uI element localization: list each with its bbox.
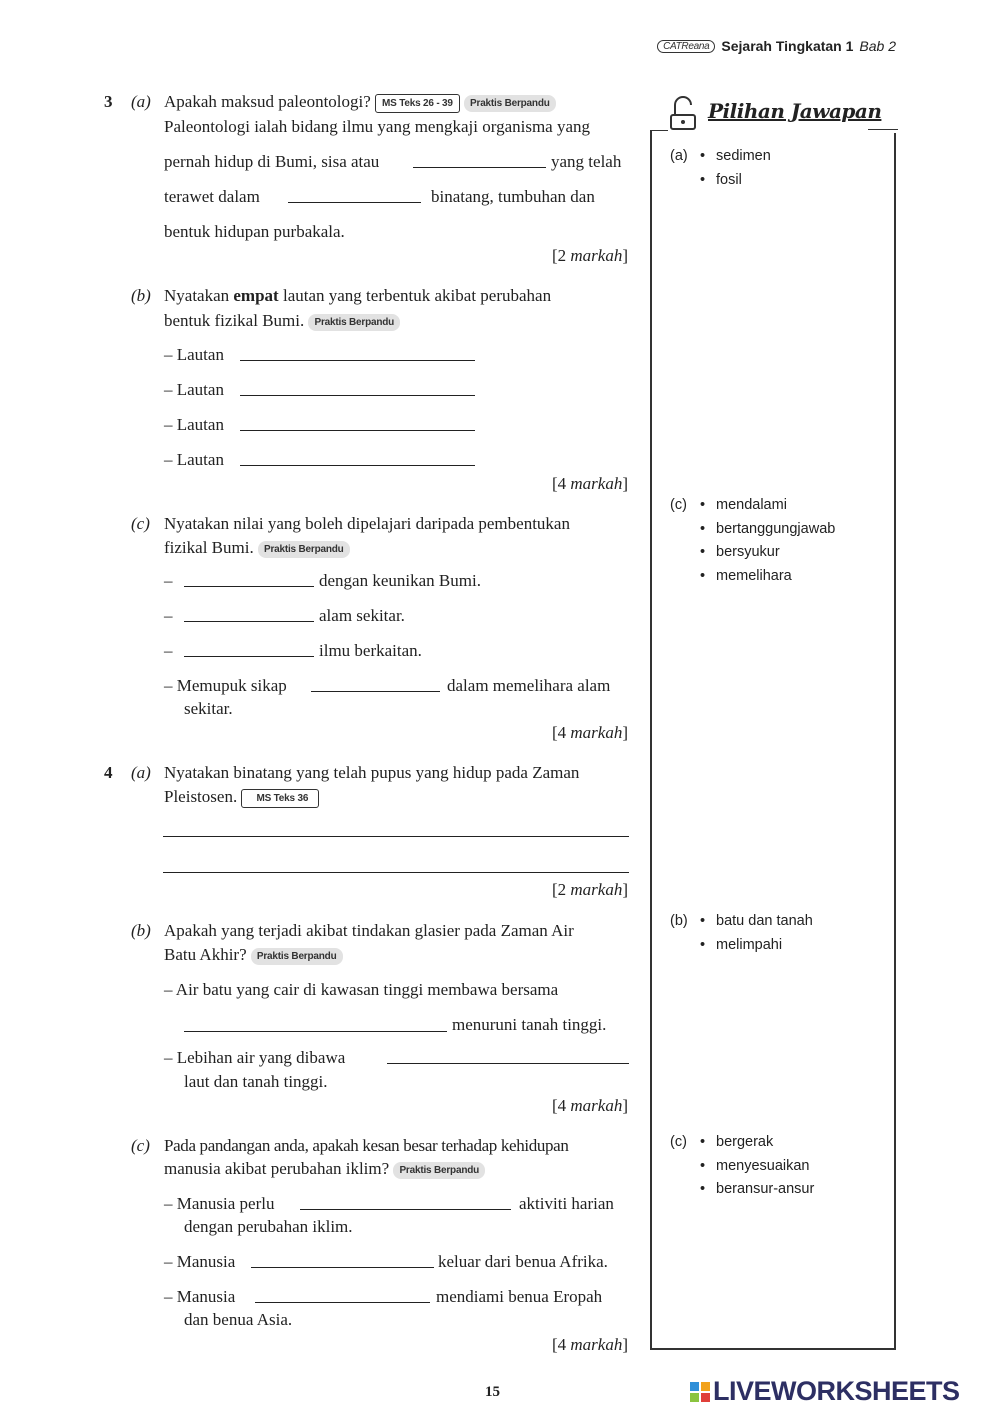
marks-label: [2 markah]	[551, 880, 628, 899]
choice-group-c: (c) • bergerak • menyesuaikan • beransur-ansur	[670, 1134, 815, 1197]
question-text: Nyatakan empat lautan yang terbentuk akibat perubahan	[164, 286, 552, 305]
choice-group-c: (c) • mendalami • bertanggungjawab • bersyukur • memelihara	[670, 497, 836, 584]
list-item: – Manusia	[164, 1287, 236, 1306]
part-label: (c)	[131, 514, 150, 533]
blank-line[interactable]	[240, 465, 475, 466]
part-label: (b)	[131, 921, 151, 940]
ms-teks-badge: MS Teks 26 - 39	[375, 94, 460, 113]
list-dash: –	[164, 606, 173, 625]
list-item: aktiviti harian	[519, 1194, 614, 1213]
question-text: manusia akibat perubahan iklim? Praktis Berpandu	[164, 1159, 485, 1179]
question-3a-text: Apakah maksud paleontologi?	[164, 92, 371, 111]
praktis-berpandu-badge: Praktis Berpandu	[393, 1162, 485, 1179]
page-number: 15	[485, 1384, 500, 1400]
question-text: fizikal Bumi. Praktis Berpandu	[164, 538, 350, 558]
answer-sentence: binatang, tumbuhan dan	[431, 187, 595, 206]
liveworksheets-icon	[690, 1382, 710, 1402]
marks-label: [4 markah]	[551, 474, 628, 493]
page-header	[657, 38, 896, 54]
list-item: – Lautan	[164, 345, 224, 364]
marks-label: [4 markah]	[551, 723, 628, 742]
liveworksheets-logo	[690, 1376, 960, 1407]
blank-line[interactable]	[184, 656, 314, 657]
list-item: sekitar.	[184, 699, 233, 718]
list-dash: –	[164, 571, 173, 590]
list-item: – Manusia perlu	[164, 1194, 275, 1213]
list-item: laut dan tanah tinggi.	[184, 1072, 328, 1091]
answer-line[interactable]	[163, 872, 629, 873]
answer-choices-title: Pilihan Jawapan	[708, 99, 882, 123]
praktis-berpandu-badge: Praktis Berpandu	[251, 948, 343, 965]
liveworksheets-wordmark: LIVEWORKSHEETS	[713, 1376, 960, 1406]
choice-option: mendalami	[716, 497, 787, 513]
question-number: 3	[104, 92, 113, 111]
blank-line[interactable]	[311, 691, 440, 692]
marks-label: [4 markah]	[551, 1096, 628, 1115]
list-item: mendiami benua Eropah	[436, 1287, 603, 1306]
lock-icon	[668, 93, 698, 131]
question-text: Apakah yang terjadi akibat tindakan glasier pada Zaman Air	[164, 921, 574, 940]
answer-sentence: bentuk hidupan purbakala.	[164, 222, 345, 241]
praktis-berpandu-badge: Praktis Berpandu	[464, 95, 556, 112]
marks-label: [2 markah]	[551, 246, 628, 265]
question-text	[164, 92, 556, 113]
blank-line[interactable]	[240, 395, 475, 396]
choice-option: bertanggungjawab	[716, 520, 836, 537]
list-item: dalam memelihara alam	[447, 676, 611, 695]
choice-option: fosil	[716, 171, 742, 188]
part-label: (a)	[131, 92, 151, 111]
choice-option: beransur-ansur	[716, 1181, 815, 1197]
ms-teks-badge: MS Teks 36	[241, 789, 319, 808]
question-text: Batu Akhir? Praktis Berpandu	[164, 945, 343, 965]
list-item: dengan keunikan Bumi.	[319, 571, 481, 590]
praktis-berpandu-badge: Praktis Berpandu	[258, 541, 350, 558]
list-item: – Lebihan air yang dibawa	[164, 1048, 346, 1067]
answer-choices-header	[668, 93, 900, 133]
part-label: (b)	[131, 286, 151, 305]
question-text: Pada pandangan anda, apakah kesan besar terhadap kehidupan	[164, 1136, 569, 1155]
blank-line[interactable]	[184, 1031, 447, 1032]
list-item: dengan perubahan iklim.	[184, 1217, 353, 1236]
list-item: – Lautan	[164, 380, 224, 399]
publisher-logo: CATReana	[657, 40, 715, 53]
blank-line[interactable]	[240, 360, 475, 361]
blank-line[interactable]	[184, 586, 314, 587]
choice-option: sedimen	[716, 148, 771, 164]
list-item: keluar dari benua Afrika.	[438, 1252, 608, 1271]
list-item: dan benua Asia.	[184, 1310, 293, 1329]
question-text: Pleistosen. MS Teks 36	[164, 787, 319, 808]
choice-option: menyesuaikan	[716, 1157, 810, 1174]
blank-line[interactable]	[387, 1063, 629, 1064]
choice-option: memelihara	[716, 567, 792, 584]
blank-line[interactable]	[240, 430, 475, 431]
chapter-label: Bab 2	[859, 38, 896, 54]
choice-option: bergerak	[716, 1134, 774, 1150]
list-dash: –	[164, 641, 173, 660]
blank-line[interactable]	[300, 1209, 511, 1210]
blank-line[interactable]	[184, 621, 314, 622]
part-label: (a)	[131, 763, 151, 782]
choice-group-a: (a) • sedimen • fosil	[670, 148, 771, 188]
choice-option: batu dan tanah	[716, 913, 813, 929]
subject-title: Sejarah Tingkatan 1	[721, 38, 854, 54]
question-number: 4	[104, 763, 113, 782]
title-rule	[868, 129, 898, 130]
list-item: alam sekitar.	[319, 606, 405, 625]
choice-option: bersyukur	[716, 544, 780, 560]
list-item: menuruni tanah tinggi.	[452, 1015, 607, 1034]
answer-sentence: terawet dalam	[164, 187, 260, 206]
question-text: Nyatakan nilai yang boleh dipelajari daripada pembentukan	[164, 514, 570, 533]
blank-line[interactable]	[413, 167, 546, 168]
list-item: – Air batu yang cair di kawasan tinggi membawa bersama	[164, 980, 559, 999]
answer-sentence: Paleontologi ialah bidang ilmu yang mengkaji organisma yang	[164, 117, 591, 136]
list-item: – Memupuk sikap	[164, 676, 287, 695]
blank-line[interactable]	[288, 202, 421, 203]
answer-sentence: pernah hidup di Bumi, sisa atau	[164, 152, 380, 171]
list-item: – Manusia	[164, 1252, 236, 1271]
choice-group-b: (b) • batu dan tanah • melimpahi	[670, 913, 813, 953]
marks-label: [4 markah]	[551, 1335, 628, 1354]
blank-line[interactable]	[255, 1302, 430, 1303]
praktis-berpandu-badge: Praktis Berpandu	[308, 314, 400, 331]
answer-line[interactable]	[163, 836, 629, 837]
list-item: – Lautan	[164, 415, 224, 434]
blank-line[interactable]	[251, 1267, 434, 1268]
part-label: (c)	[131, 1136, 150, 1155]
list-item: ilmu berkaitan.	[319, 641, 422, 660]
choice-option: melimpahi	[716, 936, 783, 953]
list-item: – Lautan	[164, 450, 224, 469]
question-text: Nyatakan binatang yang telah pupus yang hidup pada Zaman	[164, 763, 580, 782]
question-text: bentuk fizikal Bumi. Praktis Berpandu	[164, 311, 400, 331]
answer-sentence: yang telah	[551, 152, 622, 171]
